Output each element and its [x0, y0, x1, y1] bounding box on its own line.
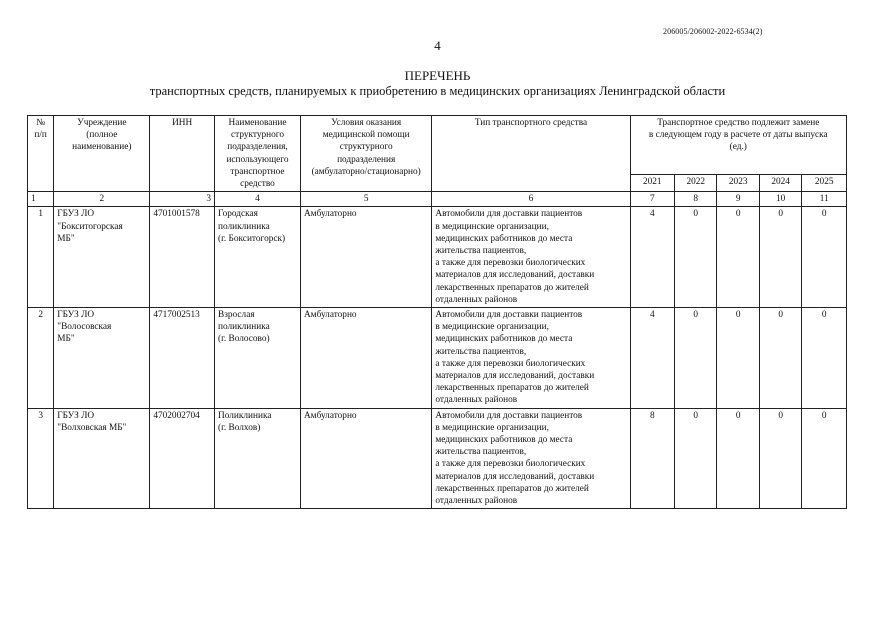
- value-cell: 0: [675, 308, 717, 409]
- column-number: 11: [802, 192, 847, 207]
- row-number: 2: [28, 308, 54, 409]
- value-cell: 0: [759, 207, 801, 308]
- year-cell: 2021: [630, 175, 674, 192]
- column-number: 8: [675, 192, 717, 207]
- inn-cell: 4701001578: [150, 207, 215, 308]
- unit-cell: Поликлиника (г. Волхов): [215, 408, 301, 509]
- conditions-cell: Амбулаторно: [300, 207, 431, 308]
- conditions-cell: Амбулаторно: [300, 408, 431, 509]
- institution-cell: ГБУЗ ЛО "Волосовская МБ": [54, 308, 150, 409]
- column-number: 6: [432, 192, 630, 207]
- unit-cell: Взрослая поликлиника (г. Волосово): [215, 308, 301, 409]
- column-number: 10: [759, 192, 801, 207]
- table-row: [28, 408, 847, 509]
- inn-cell: 4717002513: [150, 308, 215, 409]
- value-cell: 0: [717, 308, 759, 409]
- document-number: 206005/206002-2022-6534(2): [663, 27, 763, 36]
- value-cell: 4: [630, 308, 674, 409]
- column-number: 2: [54, 192, 150, 207]
- header-vehicle-type: Тип транспортного средства: [432, 116, 630, 192]
- vehicle-type-cell: Автомобили для доставки пациентов в медицинские организации, медицинских работников до места жительства пациентов, а также для перевозки биологических материалов для исследований, доставки лекарственных препаратов до жителей отдаленных районов: [432, 207, 630, 308]
- document-subtitle: транспортных средств, планируемых к приобретению в медицинских организациях Ленинградской области: [149, 84, 726, 98]
- value-cell: 0: [759, 408, 801, 509]
- value-cell: 8: [630, 408, 674, 509]
- value-cell: 0: [717, 207, 759, 308]
- value-cell: 0: [675, 408, 717, 509]
- column-number: 4: [215, 192, 301, 207]
- year-cell: 2023: [717, 175, 759, 192]
- row-number: 3: [28, 408, 54, 509]
- header-unit: Наименование структурного подразделения, использующего транспортное средство: [215, 116, 301, 192]
- unit-cell: Городская поликлиника (г. Бокситогорск): [215, 207, 301, 308]
- row-number: 1: [28, 207, 54, 308]
- value-cell: 0: [802, 408, 847, 509]
- column-number: 3: [150, 192, 215, 207]
- institution-cell: ГБУЗ ЛО "Волховская МБ": [54, 408, 150, 509]
- value-cell: 0: [717, 408, 759, 509]
- header-row: [28, 116, 847, 175]
- table-row: [28, 207, 847, 308]
- column-number-row: [28, 192, 847, 207]
- conditions-cell: Амбулаторно: [300, 308, 431, 409]
- table-row: [28, 308, 847, 409]
- page-number: 4: [434, 38, 441, 53]
- vehicle-type-cell: Автомобили для доставки пациентов в медицинские организации, медицинских работников до места жительства пациентов, а также для перевозки биологических материалов для исследований, доставки лекарственных препаратов до жителей отдаленных районов: [432, 408, 630, 509]
- value-cell: 4: [630, 207, 674, 308]
- column-number: 1: [28, 192, 54, 207]
- inn-cell: 4702002704: [150, 408, 215, 509]
- institution-cell: ГБУЗ ЛО "Бокситогорская МБ": [54, 207, 150, 308]
- vehicle-table: [27, 115, 847, 509]
- value-cell: 0: [802, 308, 847, 409]
- column-number: 7: [630, 192, 674, 207]
- header-conditions: Условия оказания медицинской помощи структурного подразделения (амбулаторно/стационарно): [300, 116, 431, 192]
- year-cell: 2024: [759, 175, 801, 192]
- vehicle-type-cell: Автомобили для доставки пациентов в медицинские организации, медицинских работников до места жительства пациентов, а также для перевозки биологических материалов для исследований, доставки лекарственных препаратов до жителей отдаленных районов: [432, 308, 630, 409]
- value-cell: 0: [675, 207, 717, 308]
- header-replacement: Транспортное средство подлежит замене в следующем году в расчете от даты выпуска (ед.): [630, 116, 846, 175]
- year-cell: 2025: [802, 175, 847, 192]
- header-institution: Учреждение (полное наименование): [54, 116, 150, 192]
- value-cell: 0: [802, 207, 847, 308]
- document-title: ПЕРЕЧЕНЬ: [404, 68, 471, 83]
- value-cell: 0: [759, 308, 801, 409]
- header-num: № п/п: [28, 116, 54, 192]
- header-inn: ИНН: [150, 116, 215, 192]
- column-number: 5: [300, 192, 431, 207]
- year-cell: 2022: [675, 175, 717, 192]
- column-number: 9: [717, 192, 759, 207]
